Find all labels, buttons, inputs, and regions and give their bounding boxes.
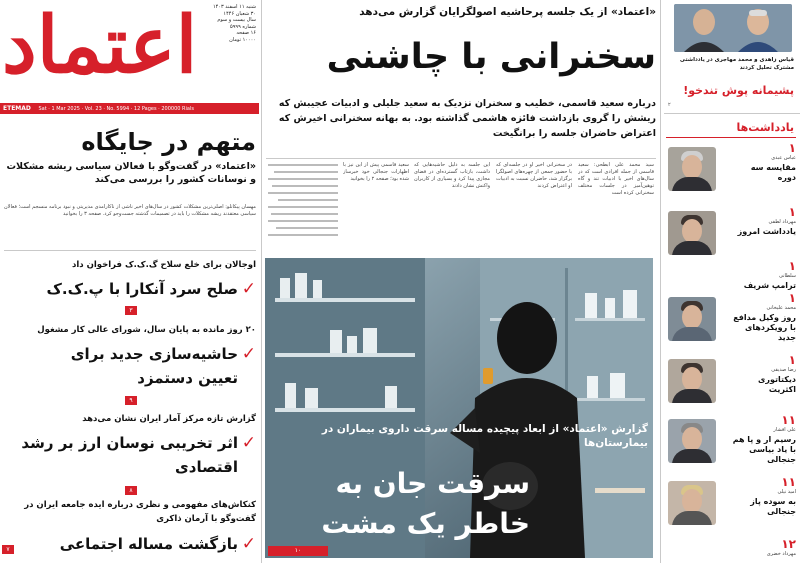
left-story-kicker: ۲۰ روز مانده به پایان سال، شورای عالی کار مشغول <box>37 325 256 335</box>
issue-info <box>172 4 256 70</box>
left-story-kicker: اوجالان برای خلع سلاح گ.ک.ک فراخوان داد <box>72 260 256 270</box>
divider <box>4 250 256 251</box>
hero-page-ref[interactable]: ۱۰ <box>268 546 328 556</box>
logo-block <box>0 0 259 103</box>
sidebar-note[interactable] <box>664 537 798 563</box>
promo-photo <box>674 4 792 52</box>
body-column: سعید قاسمی پیش از این نیز با اظهارات جنجالی خود خبرساز شده بود؛ صفحه ۲ را بخوانید <box>343 162 409 182</box>
note-page: ۱۲ <box>781 537 796 551</box>
left-story-headline: اثر تخریبی نوسان ارز بر رشد اقتصادی <box>21 434 238 476</box>
check-mark-icon: ✓ <box>241 344 256 364</box>
author-portrait <box>668 481 716 525</box>
note-author: علی افشار <box>773 427 796 433</box>
sidebar-note[interactable] <box>664 413 798 473</box>
check-mark-icon: ✓ <box>241 433 256 453</box>
check-mark-icon: ✓ <box>241 534 256 554</box>
sidebar-note[interactable] <box>664 141 798 201</box>
hero-kicker: گزارش «اعتماد» از ابعاد پیچیده مساله سرقت داروی بیماران در بیمارستان‌ها <box>321 423 648 449</box>
sidebar-note[interactable] <box>664 353 798 413</box>
note-author: امید نیلی <box>777 489 796 495</box>
notes-sidebar <box>664 113 800 563</box>
author-portrait <box>668 419 716 463</box>
note-headline: یادداشت امروز <box>737 227 796 236</box>
author-portrait <box>668 297 716 341</box>
promo-page: ۲ <box>668 102 671 108</box>
promo-headline: پشیمانه پوش تندخو! <box>683 84 794 97</box>
strip-info: Sat · 1 Mar 2025 · Vol. 23 · No. 5994 · 12 Pages · 200000 Rials <box>38 106 194 112</box>
left-lead-headline[interactable]: متهم در جایگاه <box>81 128 256 156</box>
note-author: رضا صدیقی <box>771 367 796 373</box>
note-author: سلطانی <box>778 273 796 279</box>
note-page: ۱ <box>788 141 796 155</box>
left-story-kicker: گزارش تازه مرکز آمار ایران نشان می‌دهد <box>82 414 256 424</box>
left-story-headline: حاشیه‌سازی جدید برای تعیین دستمزد <box>70 345 238 387</box>
note-headline: رسیم ار و پا هم با یاد بیاسی جنجالی <box>732 435 796 464</box>
sidebar-note[interactable] <box>664 205 798 265</box>
issue-line: ۱۰۰۰۰ تومان <box>229 36 256 43</box>
note-author: محمد علیخانی <box>766 305 796 311</box>
page-mark: ۳ <box>125 306 137 315</box>
promo-box[interactable] <box>664 0 800 113</box>
body-filler <box>268 162 338 254</box>
page-mark: ۸ <box>125 486 137 495</box>
note-headline: مقایسه سه دوره <box>750 163 796 182</box>
masthead-strip <box>0 103 259 114</box>
column-divider <box>261 0 262 563</box>
left-story-headline: بازگشت مساله اجتماعی <box>59 535 238 553</box>
note-page: ۱۱ <box>781 413 796 427</box>
left-story[interactable] <box>4 532 256 558</box>
issue-line: ۱۶ صفحه <box>236 30 256 36</box>
note-author: مهرداد لطفی <box>768 219 796 225</box>
left-story[interactable] <box>4 277 256 301</box>
top-kicker[interactable]: «اعتماد» از یک جلسه پرحاشیه اصولگرایان گزارش می‌دهد <box>359 6 656 18</box>
note-author: عباس عبدی <box>771 155 796 161</box>
hero-headline[interactable]: سرقت جان به خاطر یک مشت <box>321 467 530 540</box>
left-story-headline: صلح سرد آنکارا با پ.ک.ک <box>46 280 238 298</box>
note-author: مهرداد خضری <box>766 551 796 557</box>
body-column: سید محمد علی ابطحی: سعید قاسمی از جمله افرادی است که در سال‌های اخیر با ادبیات تند و گاه توهین‌آمیز در جلسات مختلف سخنرانی کرده است <box>578 162 654 196</box>
body-column: این جلسه به دلیل حاشیه‌هایی که داشت، بازتاب گسترده‌ای در فضای مجازی پیدا کرد و بسیاری از کاربران واکنش نشان دادند <box>414 162 490 189</box>
body-column: در سخنرانی اخیر او در جلسه‌ای که با حضور جمعی از چهره‌های اصولگرا برگزار شد، حاضران نسبت به ادبیات او اعتراض کردند <box>496 162 572 189</box>
note-headline: ترامپ شریف <box>743 281 796 290</box>
issue-line: سال بیست و سوم <box>217 17 256 23</box>
note-headline: دیکتاتوری اکثریت <box>758 375 796 394</box>
note-headline: روز وکیل مدافع با رویکردهای جدید <box>733 313 796 342</box>
left-lead-body: مهسان پیکانلو: اصلی‌ترین مشکلات کشور در سال‌های اخیر ناشی از ناکارآمدی مدیریتی و نبود برنامه منسجم است؛ فعالان سیاسی معتقدند ریشه مشکلات را باید در تصمیمات گذشته جست‌وجو کرد. صفحه ۳ را بخوانید <box>4 204 256 217</box>
check-mark-icon: ✓ <box>241 279 256 299</box>
strip-brand: ETEMAD <box>3 105 31 112</box>
divider <box>666 137 796 138</box>
sidebar-note[interactable] <box>664 291 798 351</box>
sidebar-title: یادداشت‌ها <box>736 121 794 134</box>
note-page: ۱۱ <box>781 475 796 489</box>
issue-line: ۳۰ شعبان ۱۴۴۶ <box>223 10 256 17</box>
newspaper-logo[interactable]: اعتماد <box>2 0 198 91</box>
masthead <box>0 0 259 114</box>
note-page: ۱ <box>788 353 796 367</box>
left-story[interactable] <box>4 431 256 479</box>
left-story-kicker: کنکاش‌های مفهومی و نظری درباره ایده جامعه ایران در گفت‌وگو با آرمان ذاکری <box>24 500 256 524</box>
page-mark: ۹ <box>125 396 137 405</box>
promo-caption: قیاس زاهدی و محمد مهاجری در یادداشتی مشترک تحلیل کردند <box>679 57 794 71</box>
left-lead-summary: «اعتماد» در گفت‌وگو با فعالان سیاسی ریشه مشکلات و نوسانات کشور را بررسی می‌کند <box>6 161 256 185</box>
note-headline: به سوده پاز جنجالی <box>750 497 796 516</box>
column-divider <box>660 0 661 563</box>
top-headline[interactable]: سخنرانی با چاشنی <box>326 37 656 77</box>
divider <box>266 158 656 159</box>
author-portrait <box>668 359 716 403</box>
issue-line: شنبه ۱۱ اسفند ۱۴۰۳ <box>212 4 256 10</box>
note-page: ۱ <box>788 205 796 219</box>
note-page: ۱ <box>788 291 796 305</box>
top-summary: درباره سعید قاسمی، خطیب و سخنران نزدیک به سعید جلیلی و ادبیات عجیبش که ریشش را گروی بازداشت فائزه هاشمی گذاشته بود. به بهانه سخنرانی اخیرش که اعتراض حاضران جلسه را برانگیخت <box>278 98 656 139</box>
note-page: ۱ <box>788 259 796 273</box>
author-portrait <box>668 211 716 255</box>
issue-line: شماره ۵۹۹۹ <box>230 23 256 30</box>
sidebar-note[interactable] <box>664 475 798 535</box>
left-story[interactable] <box>4 342 256 390</box>
author-portrait <box>668 147 716 191</box>
page-mark: ۷ <box>2 545 14 554</box>
